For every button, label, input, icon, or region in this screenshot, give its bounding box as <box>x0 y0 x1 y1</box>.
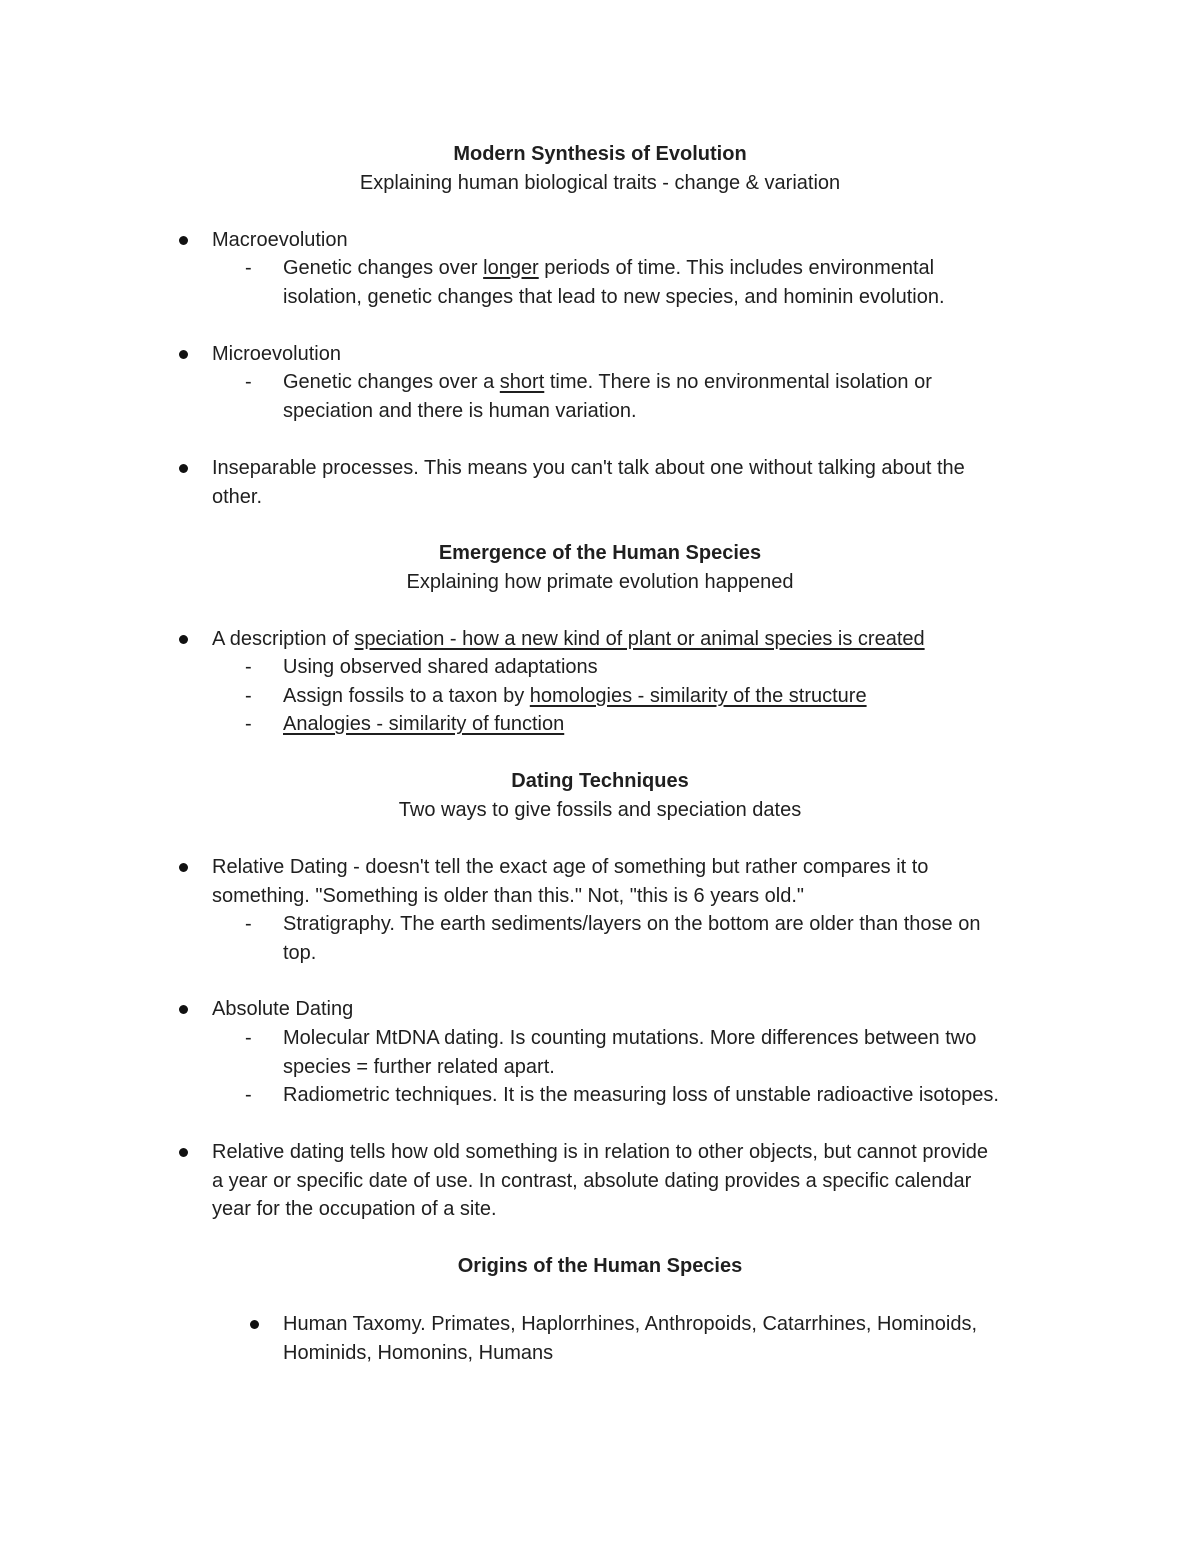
bullet-icon <box>179 1148 188 1157</box>
dash-icon: - <box>245 685 252 707</box>
bullet-icon <box>250 1320 259 1329</box>
bullet-absolute-dating <box>212 995 1062 1024</box>
dash-item-adaptations <box>245 653 1073 682</box>
dash-icon: - <box>245 257 252 279</box>
bullet-text: Relative dating tells how old something is in relation to other objects, but cannot provide <box>212 1141 989 1163</box>
bullet-text: something. "Something is older than this." Not, "this is 6 years old." <box>212 884 805 907</box>
section-subtitle-emergence: Explaining how primate evolution happened <box>406 571 794 593</box>
underlined-term: short <box>499 371 545 393</box>
bullet-relative-dating <box>212 853 1062 910</box>
dash-icon: - <box>245 1084 252 1106</box>
underlined-term: longer <box>483 257 539 279</box>
bullet-text: Macroevolution <box>212 229 348 251</box>
dash-item-radiometric <box>245 1081 1073 1110</box>
bullet-inseparable <box>212 454 1062 511</box>
section-subtitle-modern-synthesis: Explaining human biological traits - change & variation <box>359 172 841 194</box>
detail-text: Using observed shared adaptations <box>283 656 598 678</box>
bullet-text: Hominids, Homonins, Humans <box>283 1341 554 1364</box>
dash-icon: - <box>245 371 252 393</box>
detail-text: Radiometric techniques. It is the measuring loss of unstable radioactive isotopes. <box>283 1084 999 1106</box>
section-title-origins: Origins of the Human Species <box>457 1255 743 1277</box>
detail-text: Genetic changes over a <box>283 371 500 393</box>
detail-text: Stratigraphy. The earth sediments/layers on the bottom are older than those on <box>283 913 981 935</box>
detail-text: Genetic changes over <box>283 257 484 279</box>
bullet-icon <box>179 464 188 473</box>
detail-text: top. <box>283 941 317 964</box>
detail-text: periods of time. This includes environmental <box>538 257 935 279</box>
bullet-text: Inseparable processes. This means you can't talk about one without talking about the <box>212 457 965 479</box>
section-title-dating: Dating Techniques <box>511 770 689 792</box>
dash-item-micro-detail <box>245 368 1073 425</box>
bullet-icon <box>179 350 188 359</box>
bullet-human-taxonomy <box>283 1310 1073 1367</box>
detail-text: species = further related apart. <box>283 1055 555 1078</box>
detail-text: Assign fossils to a taxon by <box>283 685 530 707</box>
bullet-text: year for the occupation of a site. <box>212 1198 497 1220</box>
dash-item-macro-detail <box>245 254 1073 311</box>
detail-text: isolation, genetic changes that lead to new species, and hominin evolution. <box>283 285 945 308</box>
bullet-text: other. <box>212 485 263 508</box>
bullet-text: Microevolution <box>212 343 341 365</box>
section-title-emergence: Emergence of the Human Species <box>438 542 762 564</box>
bullet-text: Human Taxomy. Primates, Haplorrhines, Anthropoids, Catarrhines, Hominoids, <box>283 1313 978 1335</box>
bullet-icon <box>179 635 188 644</box>
underlined-term: Analogies - similarity of function <box>283 713 565 735</box>
bullet-text: a year or specific date of use. In contrast, absolute dating provides a specific calendar <box>212 1169 972 1192</box>
dash-icon: - <box>245 713 252 735</box>
dash-item-analogies <box>245 710 1073 739</box>
dash-icon: - <box>245 913 252 935</box>
section-title-modern-synthesis: Modern Synthesis of Evolution <box>453 143 747 165</box>
bullet-macroevolution <box>212 226 1062 255</box>
bullet-icon <box>179 236 188 245</box>
dash-item-mtdna <box>245 1024 1073 1081</box>
dash-item-stratigraphy <box>245 910 1073 967</box>
detail-text: speciation and there is human variation. <box>283 399 637 422</box>
dash-item-homologies <box>245 682 1073 711</box>
bullet-microevolution <box>212 340 1062 369</box>
dash-icon: - <box>245 656 252 678</box>
bullet-text: Relative Dating - doesn't tell the exact age of something but rather compares it to <box>212 856 929 878</box>
bullet-speciation <box>212 625 1062 654</box>
bullet-icon <box>179 863 188 872</box>
detail-text: time. There is no environmental isolation or <box>544 371 932 393</box>
detail-text: Molecular MtDNA dating. Is counting mutations. More differences between two <box>283 1027 977 1049</box>
section-subtitle-dating: Two ways to give fossils and speciation dates <box>398 799 802 821</box>
bullet-relative-vs-absolute <box>212 1138 1062 1224</box>
underlined-term: speciation - how a new kind of plant or animal species is created <box>354 628 925 650</box>
dash-icon: - <box>245 1027 252 1049</box>
bullet-text: Absolute Dating <box>212 998 354 1020</box>
bullet-text: A description of <box>212 628 355 650</box>
bullet-icon <box>179 1005 188 1014</box>
underlined-term: homologies - similarity of the structure <box>529 685 867 707</box>
